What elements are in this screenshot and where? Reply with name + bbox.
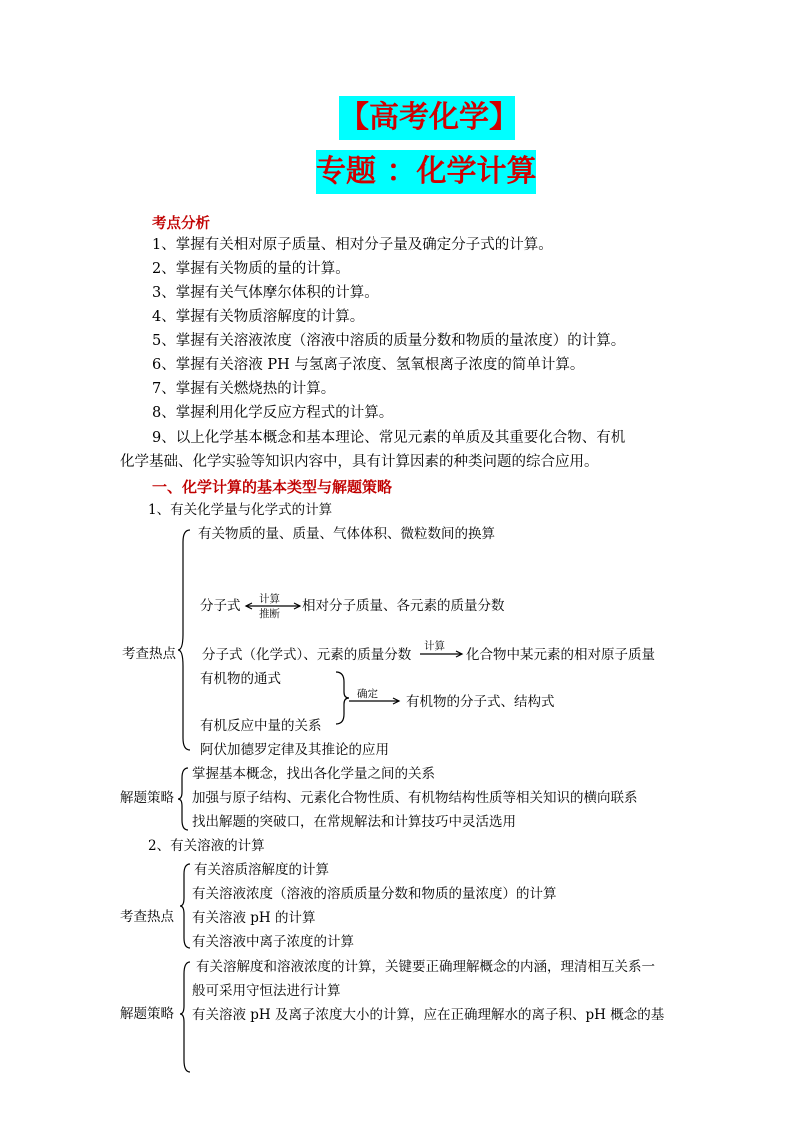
analysis-item: 5、掌握有关溶液浓度（溶液中溶质的质量分数和物质的量浓度）的计算。 bbox=[152, 333, 626, 349]
hotspot-line: 有关溶液中离子浓度的计算 bbox=[192, 934, 354, 950]
hotspot-line-right: 相对分子质量、各元素的质量分数 bbox=[302, 598, 505, 614]
strategy-label: 解题策略 bbox=[120, 790, 174, 806]
strategy-label: 解题策略 bbox=[120, 1006, 174, 1022]
hotspot-line: 有关溶质溶解度的计算 bbox=[194, 862, 329, 878]
strategy-line: 找出解题的突破口，在常规解法和计算技巧中灵活选用 bbox=[192, 814, 516, 830]
analysis-item: 3、掌握有关气体摩尔体积的计算。 bbox=[152, 285, 379, 301]
analysis-item: 1、掌握有关相对原子质量、相对分子量及确定分子式的计算。 bbox=[152, 237, 553, 253]
hotspot-line: 有机物的通式 bbox=[200, 671, 281, 687]
arrow-label-determine: 确定 bbox=[357, 688, 378, 700]
hotspot-line: 有机反应中量的关系 bbox=[200, 718, 322, 734]
doc-title-main: 【高考化学】 bbox=[339, 96, 515, 140]
hotspot-line: 阿伏加德罗定律及其推论的应用 bbox=[200, 742, 389, 758]
arrow-right-icon bbox=[420, 650, 464, 658]
analysis-item: 化学基础、化学实验等知识内容中，具有计算因素的种类问题的综合应用。 bbox=[120, 454, 599, 470]
analysis-item: 7、掌握有关燃烧热的计算。 bbox=[152, 381, 336, 397]
strategy-line: 掌握基本概念，找出各化学量之间的关系 bbox=[192, 766, 435, 782]
analysis-item: 6、掌握有关溶液 PH 与氢离子浓度、氢氧根离子浓度的简单计算。 bbox=[152, 357, 585, 373]
arrow-label-infer: 推断 bbox=[259, 608, 280, 620]
analysis-item: 4、掌握有关物质溶解度的计算。 bbox=[152, 309, 365, 325]
small-brace bbox=[336, 672, 350, 724]
hotspot-line: 有关物质的量、质量、气体体积、微粒数间的换算 bbox=[198, 526, 495, 542]
strategy-line: 有关溶解度和溶液浓度的计算，关键要正确理解概念的内涵，理清相互关系一 bbox=[196, 959, 655, 975]
strategy-brace bbox=[178, 768, 190, 830]
subsection-title: 2、有关溶液的计算 bbox=[148, 838, 265, 854]
arrow-label-calc: 计算 bbox=[424, 640, 445, 652]
strategy-line: 般可采用守恒法进行计算 bbox=[192, 983, 341, 999]
subsection-title: 1、有关化学量与化学式的计算 bbox=[148, 502, 333, 518]
hotspot-line: 有关溶液 pH 的计算 bbox=[192, 910, 316, 926]
arrow-right-icon bbox=[349, 697, 401, 705]
hotspot-line-right: 有机物的分子式、结构式 bbox=[406, 694, 555, 710]
hotspot-line-left: 分子式 bbox=[200, 598, 241, 614]
hotspot-line-right: 化合物中某元素的相对原子质量 bbox=[466, 647, 655, 663]
analysis-item: 9、以上化学基本概念和基本理论、常见元素的单质及其重要化合物、有机 bbox=[152, 430, 626, 446]
section-heading: 一、化学计算的基本类型与解题策略 bbox=[152, 478, 393, 496]
hotspot-brace bbox=[180, 864, 192, 948]
hotspot-label: 考查热点 bbox=[122, 646, 176, 662]
analysis-item: 8、掌握利用化学反应方程式的计算。 bbox=[152, 405, 394, 421]
strategy-brace bbox=[180, 962, 192, 1072]
strategy-line: 加强与原子结构、元素化合物性质、有机物结构性质等相关知识的横向联系 bbox=[192, 790, 638, 806]
analysis-heading: 考点分析 bbox=[152, 215, 210, 232]
hotspot-brace bbox=[178, 530, 192, 750]
hotspot-line-left: 分子式（化学式）、元素的质量分数 bbox=[202, 647, 412, 663]
analysis-item: 2、掌握有关物质的量的计算。 bbox=[152, 261, 350, 277]
arrow-label-calc: 计算 bbox=[259, 593, 280, 605]
hotspot-label: 考查热点 bbox=[120, 909, 174, 925]
doc-title-topic: 专题 ：化学计算 bbox=[316, 150, 536, 194]
hotspot-line: 有关溶液浓度（溶液的溶质质量分数和物质的量浓度）的计算 bbox=[192, 886, 557, 902]
strategy-line: 有关溶液 pH 及离子浓度大小的计算，应在正确理解水的离子积、pH 概念的基 bbox=[192, 1007, 665, 1023]
